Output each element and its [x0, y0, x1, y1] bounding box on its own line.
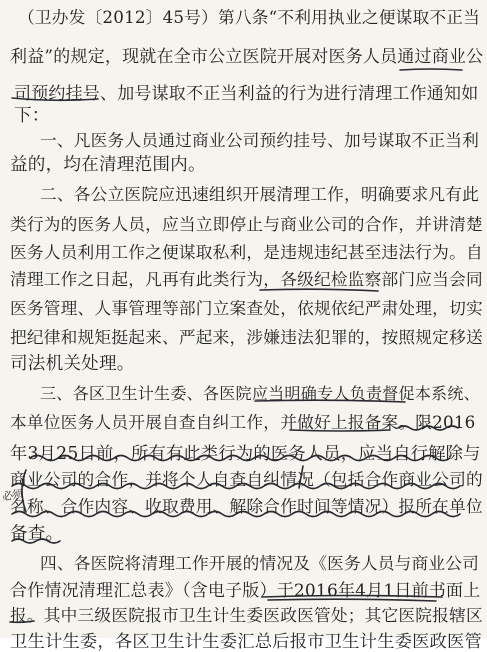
handwritten-margin-note: 必须 [1, 487, 23, 504]
text-line-22: 报。其中三级医院报市卫生计生委医政医管处；其它医院报辖区 [10, 605, 483, 625]
text-line-21: 合作情况清理汇总表》（含电子版）于2016年4月1日前书面上 [10, 581, 481, 601]
text-line-9: 医务人员利用工作之便谋取私利，是违规违纪甚至违法行为。自 [10, 242, 483, 262]
text-line-15: 本单位医务人员开展自查自纠工作，并做好上报备案。限2016 [10, 412, 476, 432]
text-line-13: 司法机关处理。 [10, 354, 135, 374]
text-line-17: 商业公司的合作，并将个人自查自纠情况（包括合作商业公司的 [10, 469, 483, 489]
text-line-5: 一、凡医务人员通过商业公司预约挂号、加号谋取不正当利 [40, 130, 480, 150]
text-line-3: 司预约挂号、加号谋取不正当利益的行为进行清理工作通知如 [14, 84, 479, 104]
text-line-6: 益的，均在清理范围内。 [10, 155, 206, 175]
text-line-18: 名称、合作内容、收取费用、解除合作时间等情况）报所在单位 [10, 496, 483, 516]
text-line-23: 卫生计生委，各区卫生计生委汇总后报市卫生计生委医政医管 [10, 632, 482, 652]
text-line-2: 利益”的规定，现就在全市公立医院开展对医务人员通过商业公 [10, 47, 484, 67]
text-line-19: 备查。 [10, 524, 64, 544]
text-line-8: 类行为的医务人员，应当立即停止与商业公司的合作，并讲清楚 [10, 214, 483, 234]
text-line-11: 医务管理、人事管理等部门立案查处，依规依纪严肃处理，切实 [10, 298, 483, 318]
text-line-12: 把纪律和规矩挺起来、严起来，涉嫌违法犯罪的，按照规定移送 [10, 327, 483, 347]
text-line-14: 三、各区卫生计生委、各医院应当明确专人负责督促本系统、 [40, 384, 480, 403]
text-line-4: 下： [14, 106, 50, 126]
text-line-16: 年3月25日前，所有有此类行为的医务人员，应当自行解除与 [10, 444, 481, 464]
text-line-1: （卫办发〔2012〕45号）第八条“不利用执业之便谋取不正当 [18, 7, 481, 27]
text-line-10: 清理工作之日起，凡再有此类行为，各级纪检监察部门应当会同 [10, 269, 483, 289]
text-line-7: 二、各公立医院应迅速组织开展清理工作，明确要求凡有此 [40, 184, 480, 204]
ink-underline [400, 69, 462, 70]
text-line-20: 四、各医院将清理工作开展的情况及《医务人员与商业公司 [40, 553, 480, 573]
